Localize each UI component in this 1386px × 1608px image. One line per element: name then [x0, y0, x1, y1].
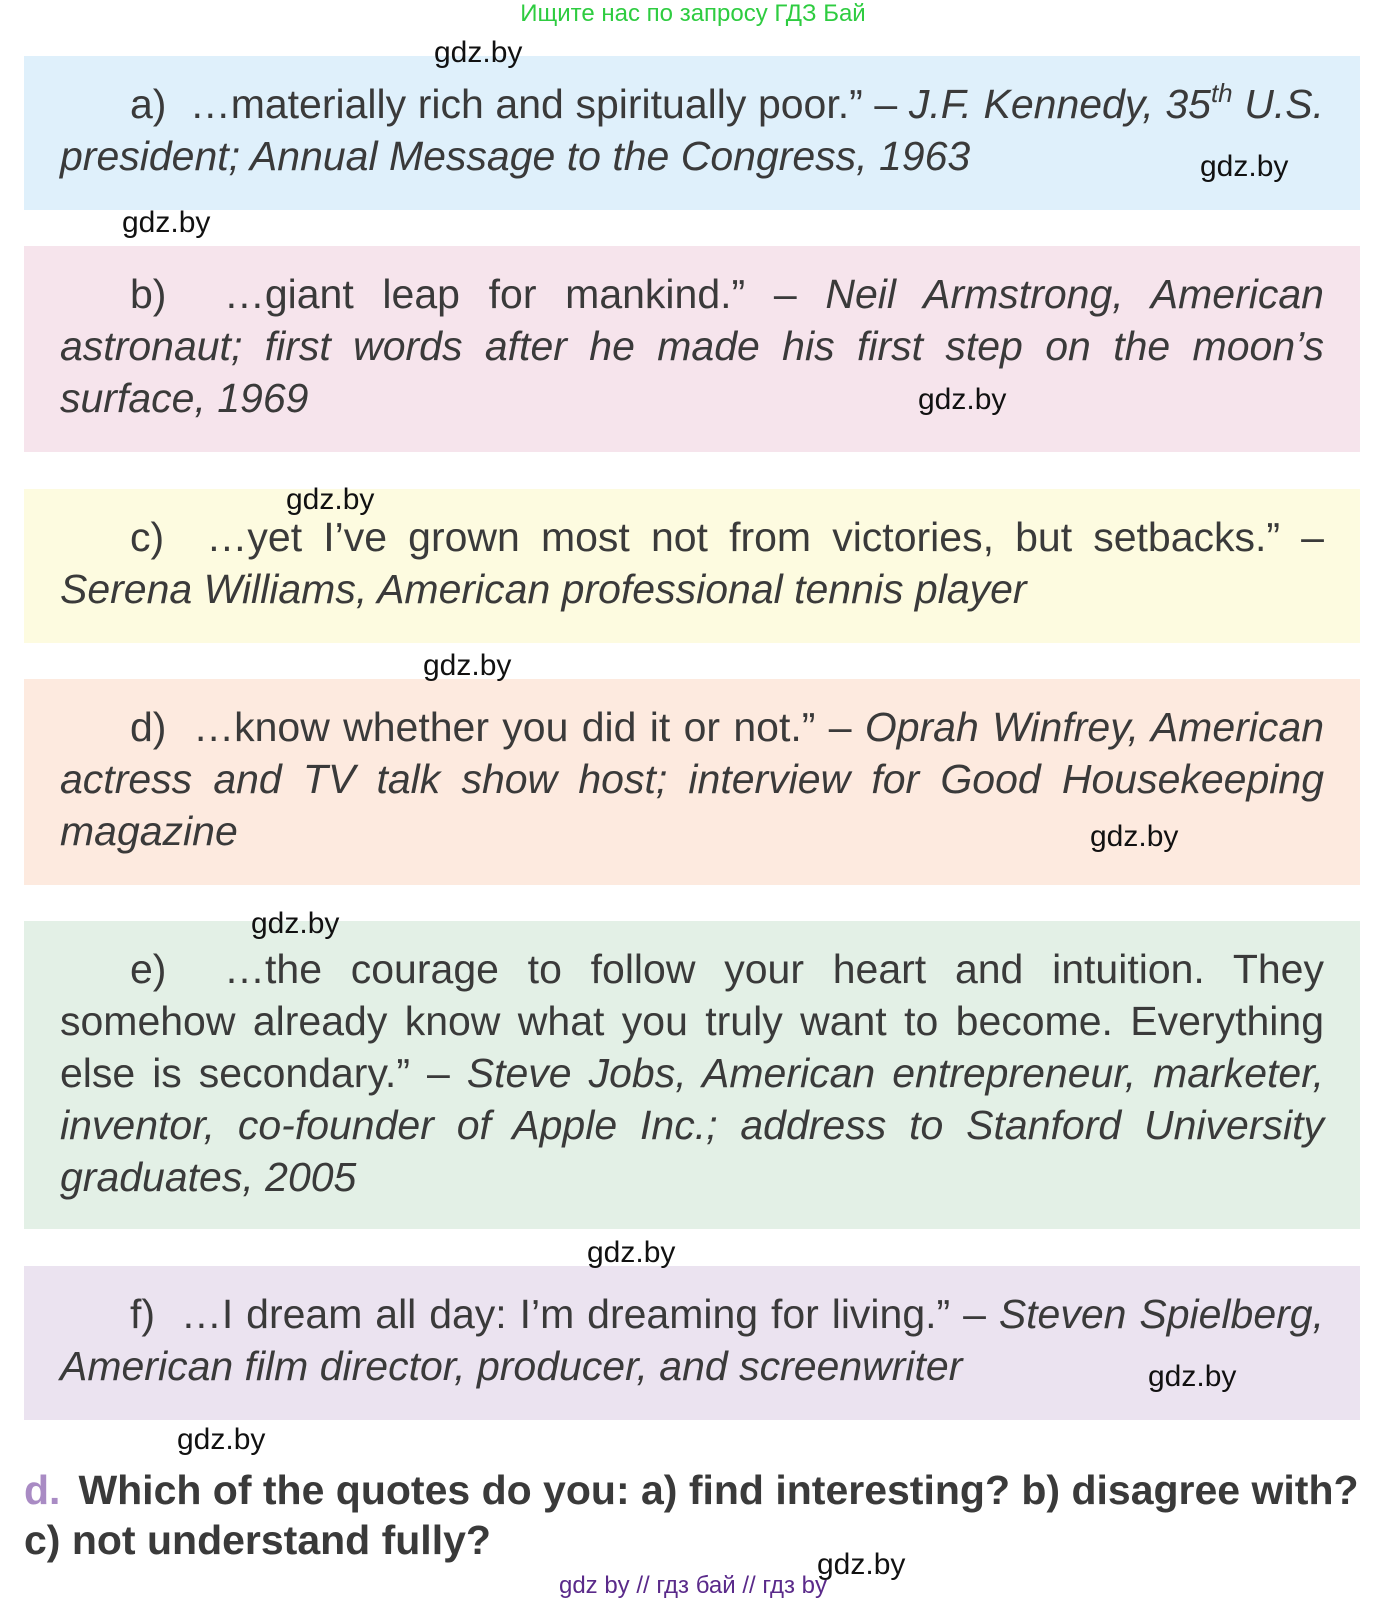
footer: gdz by // гдз бай // гдз by — [558, 1572, 828, 1599]
top-banner: Ищите нас по запросу ГДЗ Бай — [520, 0, 866, 27]
quote-box-f — [24, 1266, 1360, 1420]
quote-letter: e) — [130, 946, 167, 992]
quote-author: Steven Spielberg, American film director, producer, and screenwriter — [60, 1291, 1324, 1389]
quote-author: Serena Williams, American professional tennis player — [60, 566, 1027, 612]
quote-letter: b) — [130, 271, 167, 317]
watermark: gdz.by — [423, 649, 512, 682]
watermark: gdz.by — [286, 483, 375, 516]
quote-box-d — [24, 679, 1360, 885]
quote-letter: c) — [130, 514, 165, 560]
quote-letter: d) — [130, 704, 167, 750]
quote-box-c — [24, 489, 1360, 643]
watermark: gdz.by — [817, 1548, 906, 1581]
watermark: gdz.by — [1148, 1360, 1237, 1393]
quote-author-sup: th — [1210, 78, 1233, 108]
watermark: gdz.by — [918, 383, 1007, 416]
quote-text: …yet I’ve grown most not from victories, but setbacks.” – — [206, 514, 1324, 560]
question-text: Which of the quotes do you: a) find interesting? b) disagree with? c) not understand fully? — [24, 1467, 1359, 1563]
watermark: gdz.by — [434, 36, 523, 69]
quote-author: Neil Armstrong, American astronaut; first words after he made his first step on the moon’s surface, 1969 — [60, 271, 1324, 421]
watermark: gdz.by — [251, 907, 340, 940]
quote-author-part: U.S. president; Annual Message to the Congress, 1963 — [60, 81, 1324, 179]
watermark: gdz.by — [587, 1236, 676, 1269]
quote-author-part: J.F. Kennedy, 35 — [908, 81, 1211, 127]
quote-author: Oprah Winfrey, American actress and TV talk show host; interview for Good Housekeeping magazine — [60, 704, 1324, 854]
quote-text: …giant leap for mankind.” – — [223, 271, 797, 317]
quote-box-a — [24, 56, 1360, 210]
quote-text: …know whether you did it or not.” – — [193, 704, 852, 750]
quote-box-e — [24, 921, 1360, 1229]
quote-letter: a) — [130, 81, 167, 127]
quote-text: …I dream all day: I’m dreaming for living.” – — [180, 1291, 986, 1337]
watermark: gdz.by — [1200, 150, 1289, 183]
quote-text: …the courage to follow your heart and intuition. They somehow already know what you truly want to become. Everything else is secondary.” – — [60, 946, 1324, 1096]
question-letter: d. — [24, 1467, 61, 1513]
discussion-question — [24, 1465, 1364, 1565]
watermark: gdz.by — [1090, 820, 1179, 853]
quote-letter: f) — [130, 1291, 156, 1337]
watermark: gdz.by — [177, 1423, 266, 1456]
quote-text: …materially rich and spiritually poor.” – — [189, 81, 898, 127]
quote-box-b — [24, 246, 1360, 452]
watermark: gdz.by — [122, 206, 211, 239]
quote-author: Steve Jobs, American entrepreneur, marketer, inventor, co-founder of Apple Inc.; address to Stanford University graduates, 2005 — [60, 1050, 1324, 1200]
